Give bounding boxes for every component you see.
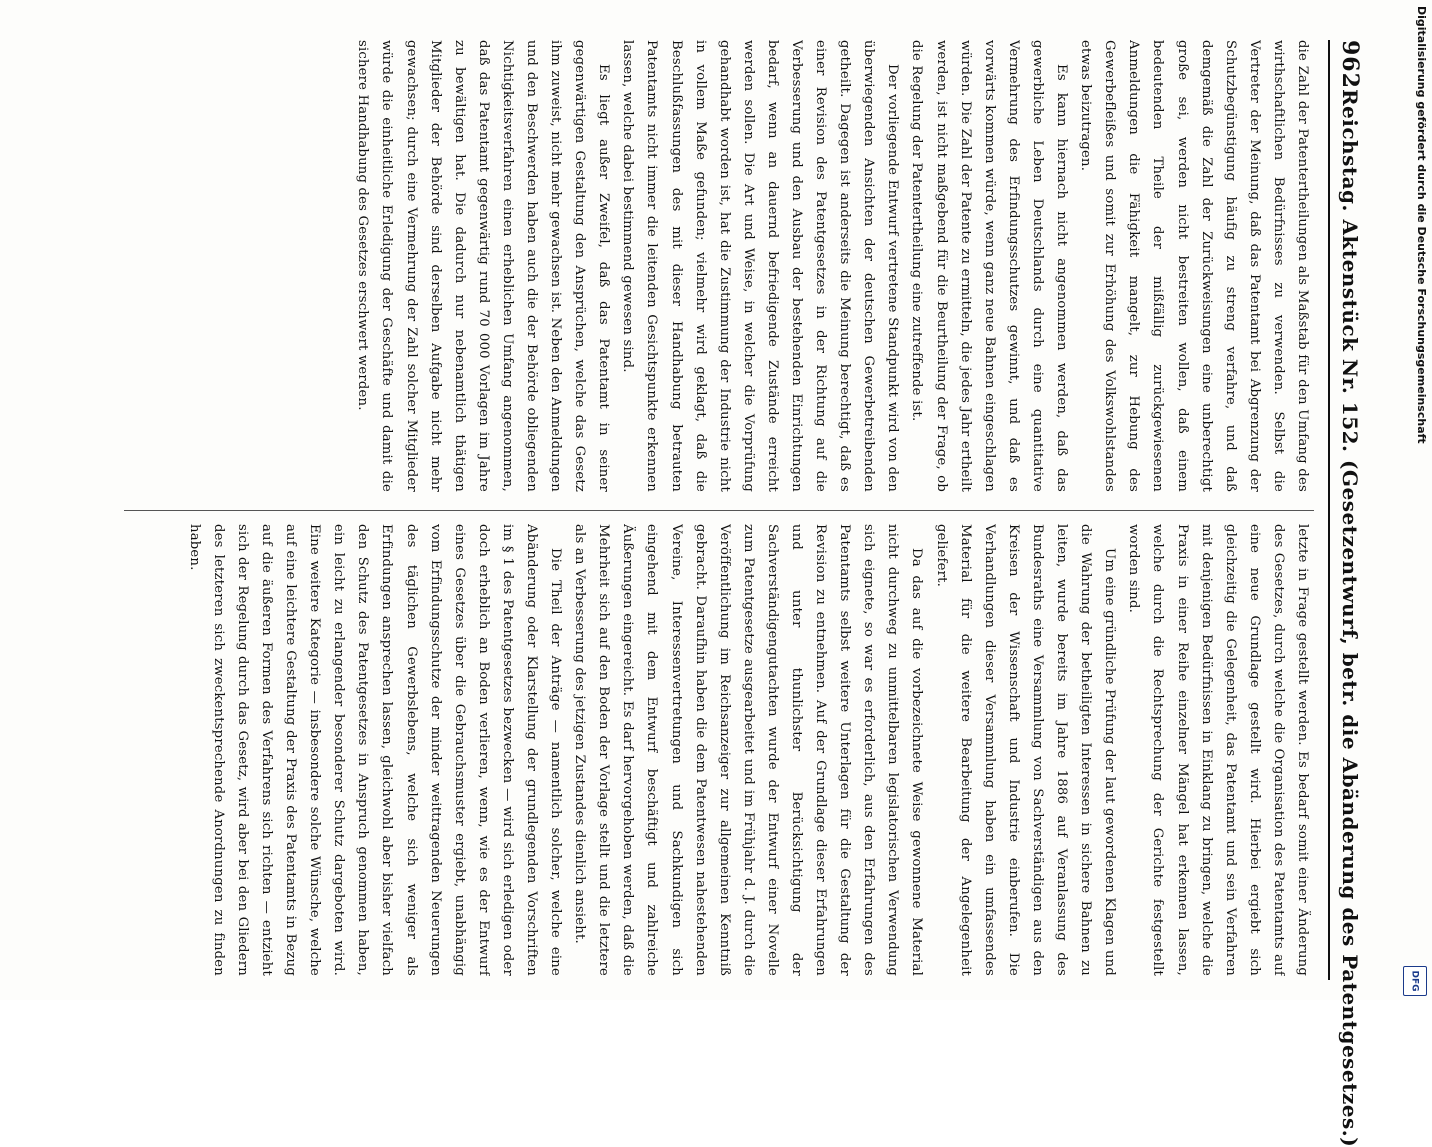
page-title: Reichstag. Aktenstück Nr. 152. (Gesetzentwurf, betr. die Abänderung des Patentgesetzes.) [1338,88,1362,1147]
dfg-logo-text: DFG [1409,970,1420,992]
right-paragraph-2: Um eine gründliche Prüfung der laut gewordenen Klagen und die Wahrung der betheiligten Interessen in sichere Bahnen zu leiten, wurde bereits im Jahre 1886 auf Veranlassung des Bundesraths eine Versammlung von Sachverständigen aus den Kreisen der Wissenschaft und Industrie einberufen. Die Verhandlungen dieser Versammlung haben ein umfassendes Material für die weitere Bearbeitung der Angelegenheit geliefert. [933,524,1118,976]
right-paragraph-1: letzte in Frage gestellt werden. Es bedarf somit einer Änderung des Gesetzes, durch welche die Organisation des Patentamts auf eine neue Grundlage gestellt wird. Hierbei ergiebt sich gleichzeitig die Gelegenheit, das Patentamt und sein Verfahren mit denjenigen Bedürfnissen in Einklang zu bringen, welche die Praxis in einer Reihe einzelner Mängel hat erkennen lassen, welche durch die Rechtsprechung der Gerichte festgestellt worden sind. [1126,524,1310,976]
page-header [1328,40,1370,1147]
right-paragraph-3: Da das auf die vorbezeichnete Weise gewonnene Material nicht durchweg zu unmittelbaren legislatorischen Verwendung sich eignete, so war es erforderlich, aus den Erfahrungen des Patentamts selbst weitere Unterlagen für die Gestaltung der Revision zu entnehmen. Auf der Grundlage dieser Erfahrungen und unter thunlichster Berücksichtigung der Sachverständigengutachten wurde der Entwurf einer Novelle zum Patentgesetze ausgearbeitet und im Frühjahr d. J. durch die Veröffentlichung im Reichsanzeiger zur allgemeinen Kenntniß gebracht. Daraufhin haben die dem Patentwesen nahestehenden Vereine, Interessenvertretungen und Sachkundigen sich eingehend mit dem Entwurf beschäftigt und zahlreiche Äußerungen eingereicht. Es darf hervorgehoben werden, daß die Mehrheit sich auf den Boden der Vorlage stellt und die letztere als an Verbesserung des jetzigen Zustandes dienlich ansieht. [572,524,925,976]
column-divider [124,510,1314,511]
left-paragraph-2: Es kann hiernach nicht angenommen werden, daß das gewerbliche Leben Deutschlands durch eine quantitative Vermehrung des Erfindungsschutzes gewinnt, und daß es vorwärts kommen würde, wenn ganz neue Bahnen eingeschlagen würden. Die Zahl der Patente zu ermitteln, die jedes Jahr ertheilt werden, ist nicht maßgebend für die Beurtheilung der Frage, ob die Regelung der Patentertheilung eine zutreffende ist. [909,40,1070,492]
digitization-sidebar [1398,0,1432,1000]
left-paragraph-4: Es liegt außer Zweifel, daß das Patentamt in seiner gegenwärtigen Gestaltung den Ansprüchen, welche das Gesetz ihm zuweist, nicht mehr gewachsen ist. Neben den Anmeldungen und den Beschwerden haben auch die der Behörde obliegenden Nichtigkeitsverfahren einen erheblichen Umfang angenommen, daß das Patentamt gegenwärtig rund 70 000 Vorlagen im Jahre zu bewältigen hat. Die dadurch nur nebenamtlich thätigen Mitglieder der Behörde sind derselben Aufgabe nicht mehr gewachsen; durch eine Vermehrung der Zahl solcher Mitglieder würde die einheitliche Erledigung der Geschäfte und damit die sichere Handhabung des Gesetzes erschwert werden. [355,40,612,492]
left-paragraph-3: Der vorliegende Entwurf vertretene Standpunkt wird von den überwiegenden Ansichten der deutschen Gewerbetreibenden getheilt. Dagegen ist anderseits die Meinung berechtigt, daß es einer Revision des Patentgesetzes in der Richtung auf die Verbesserung und den Ausbau der bestehenden Einrichtungen bedarf, wenn an dauernd befriedigende Zustände erreicht werden sollen. Die Art und Weise, in welcher die Vorprüfung gehandhabt worden ist, hat die Zustimmung der Industrie nicht in vollem Maße gefunden; vielmehr wird geklagt, daß die Beschlußfassungen des mit dieser Handhabung betrauten Patentamts nicht immer die leitenden Gesichtspunkte erkennen lassen, welche dabei bestimmend gewesen sind. [620,40,901,492]
digitization-note: Digitalisierung gefördert durch die Deutsche Forschungsgemeinschaft [1415,6,1428,444]
right-column [124,524,1314,976]
dfg-logo [1403,966,1427,996]
rotated-page-content [110,40,1370,1147]
left-column [124,40,1314,492]
page-number: 962 [1337,40,1363,89]
left-paragraph-1: die Zahl der Patentertheilungen als Maßstab für den Umfang des wirthschaftlichen Bedürfnisses zu verwenden. Selbst die Vertreter der Meinung, daß das Patentamt bei Abgrenzung der Schutzbegünstigung häufig zu streng verfahre, und daß demgemäß die Zahl der Zurückweisungen eine unberechtigt große sei, werden nicht bestreiten wollen, daß einem bedeutenden Theile der mißfällig zurückgewiesenen Anmeldungen die Fähigkeit mangelt, zur Hebung des Gewerbefleißes und somit zur Erhöhung des Volkswohlstandes etwas beizutragen. [1078,40,1310,492]
right-paragraph-4: Die Theil der Anträge — namentlich solcher, welche eine Abänderung oder Klarstellung der grundlegenden Vorschriften im § 1 des Patentgesetzes bezwecken — wird sich erledigen oder doch erheblich an Boden verlieren, wenn, wie es der Entwurf eines Gesetzes über die Gebrauchsmuster ergiebt, unabhängig vom Erfindungsschutze der minder weittragenden Neuerungen des täglichen Gewerbslebens, welche sich weniger als Erfindungen ansprechen lassen, gleichwohl aber bisher vielfach den Schutz des Patentgesetzes in Anspruch genommen haben, ein leicht zu erlangender besonderer Schutz dargeboten wird. Eine weitere Kategorie — insbesondere solche Wünsche, welche auf eine leichtere Gestaltung der Praxis des Patentamts in Bezug auf die äußeren Formen des Verfahrens sich richten — entzieht sich der Regelung durch das Gesetz, wird aber bei den Gliedern des letzteren sich zweckentsprechende Anordnungen zu finden haben. [186,524,564,976]
